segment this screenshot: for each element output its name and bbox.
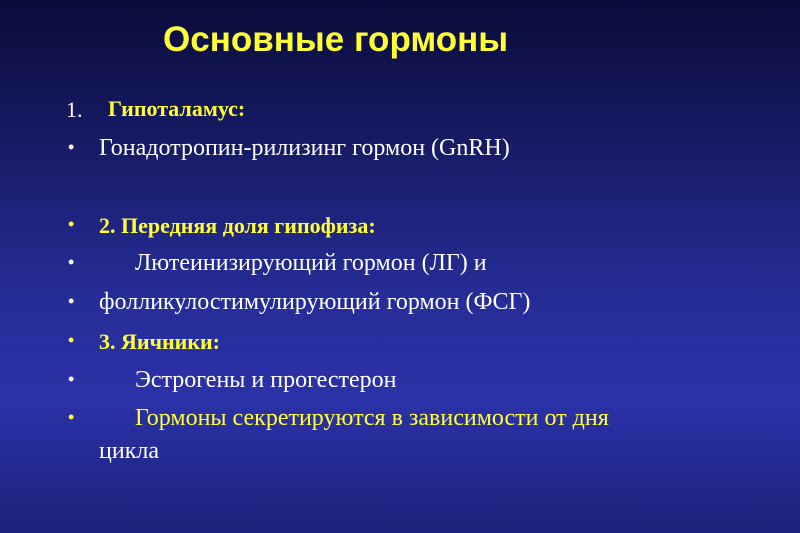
section-heading: 2. Передняя доля гипофиза: — [99, 213, 376, 238]
list-item-text: Гонадотропин-рилизинг гормон (GnRH) — [99, 135, 510, 161]
bullet-icon: • — [68, 214, 75, 234]
list-item-text: Гормоны секретируются в зависимости от дня — [135, 405, 609, 431]
section-heading: 3. Яичники: — [99, 329, 220, 354]
list-item-text: цикла — [99, 438, 159, 464]
bullet-icon: • — [68, 330, 75, 350]
bullet-icon: • — [68, 137, 75, 157]
bullet-icon: • — [68, 252, 75, 272]
section-heading: Гипоталамус: — [108, 96, 246, 121]
list-item-text: Лютеинизирующий гормон (ЛГ) и — [135, 250, 487, 276]
list-item-text: Эстрогены и прогестерон — [135, 367, 397, 393]
slide-title: Основные гормоны — [163, 20, 509, 59]
bullet-icon: • — [68, 369, 75, 389]
bullet-icon: • — [68, 407, 75, 427]
list-item-text: фолликулостимулирующий гормон (ФСГ) — [99, 289, 531, 315]
bullet-icon: • — [68, 291, 75, 311]
list-number: 1. — [66, 97, 83, 122]
